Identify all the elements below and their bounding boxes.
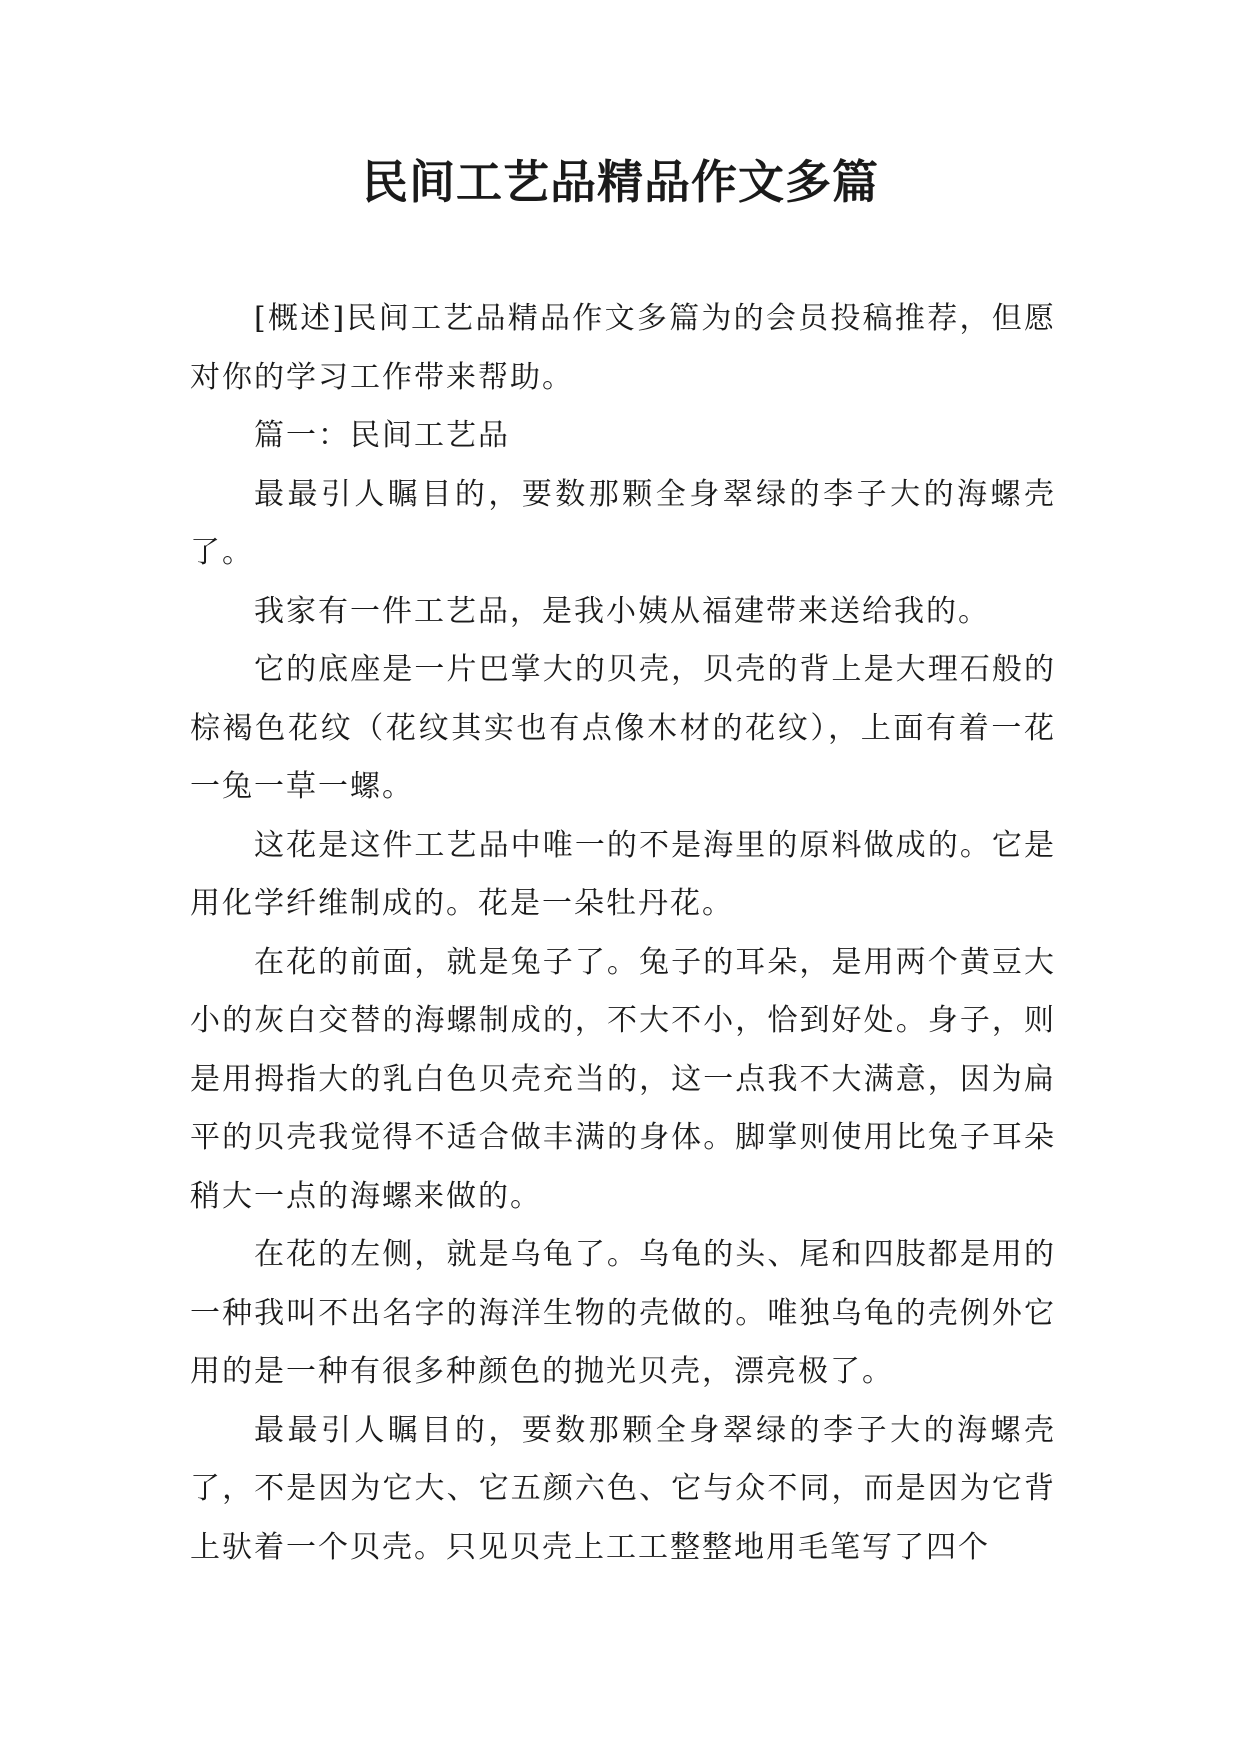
- paragraph-body: 它的底座是一片巴掌大的贝壳，贝壳的背上是大理石般的棕褐色花纹（花纹其实也有点像木材的花纹），上面有着一花一兔一草一螺。: [190, 652, 1056, 804]
- paragraph-section-heading: 篇一：民间工艺品: [254, 418, 510, 453]
- paragraph-body: 最最引人瞩目的，要数那颗全身翠绿的李子大的海螺壳了，不是因为它大、它五颜六色、它与众不同，而是因为它背上驮着一个贝壳。只见贝壳上工工整整地用毛笔写了四个: [190, 1412, 1056, 1565]
- paragraph-body: 最最引人瞩目的，要数那颗全身翠绿的李子大的海螺壳了。: [190, 476, 1056, 570]
- paragraph-body: 这花是这件工艺品中唯一的不是海里的原料做成的。它是用化学纤维制成的。花是一朵牡丹花。: [190, 827, 1056, 921]
- paragraph-body: 在花的前面，就是兔子了。兔子的耳朵，是用两个黄豆大小的灰白交替的海螺制成的，不大不小，恰到好处。身子，则是用拇指大的乳白色贝壳充当的，这一点我不大满意，因为扁平的贝壳我觉得不适合做丰满的身体。脚掌则使用比兔子耳朵稍大一点的海螺来做的。: [190, 944, 1056, 1214]
- paragraph-body: 我家有一件工艺品，是我小姨从福建带来送给我的。: [254, 593, 990, 629]
- document-body: [190, 290, 1056, 1577]
- paragraph-summary: [概述]民间工艺品精品作文多篇为的会员投稿推荐，但愿对你的学习工作带来帮助。: [190, 301, 1056, 395]
- document-title: 民间工艺品精品作文多篇: [362, 155, 879, 209]
- paragraph-body: 在花的左侧，就是乌龟了。乌龟的头、尾和四肢都是用的一种我叫不出名字的海洋生物的壳做的。唯独乌龟的壳例外它用的是一种有很多种颜色的抛光贝壳，漂亮极了。: [190, 1237, 1056, 1389]
